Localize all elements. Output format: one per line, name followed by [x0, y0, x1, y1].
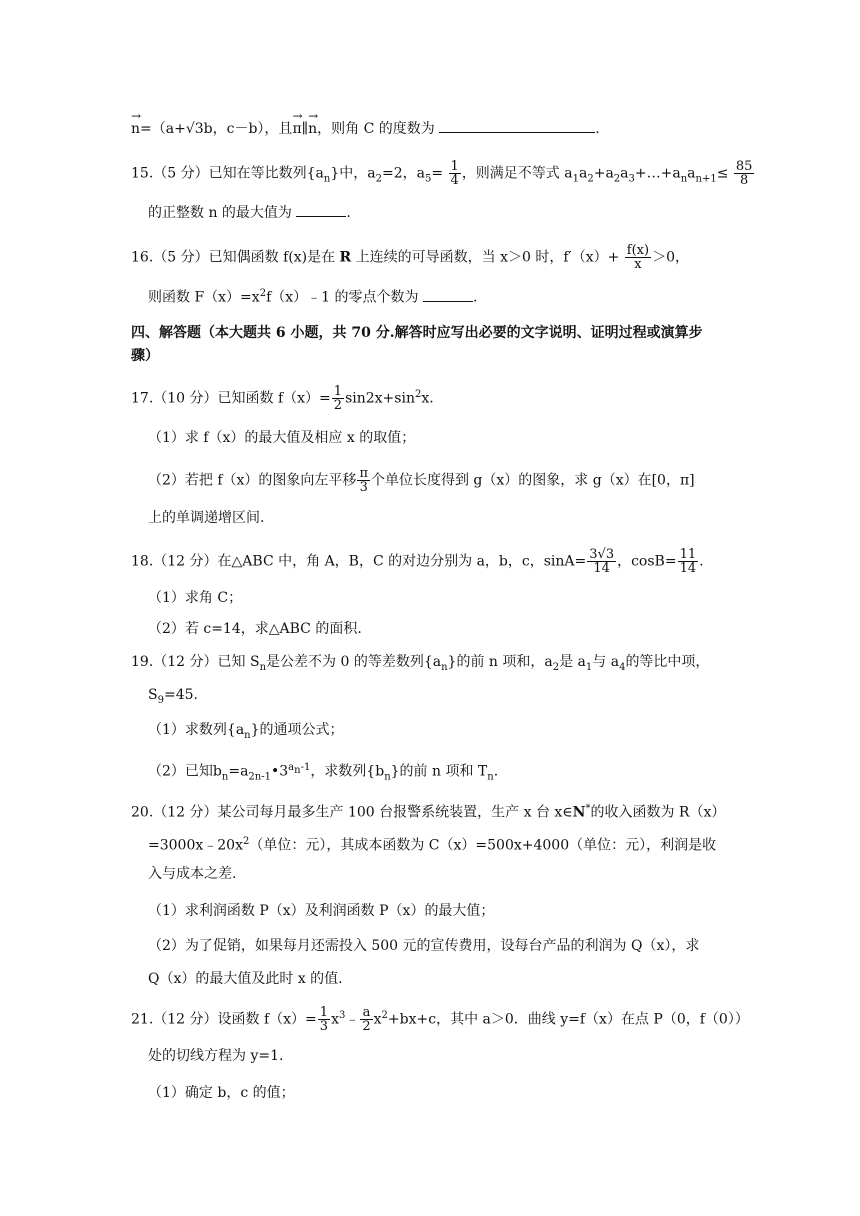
question-18-part1: （1）求角 C；: [148, 590, 243, 606]
vector-m: → π: [292, 119, 301, 139]
question-17-part2-line2: 上的单调递增区间.: [148, 510, 265, 526]
question-21-line2: 处的切线方程为 y=1.: [148, 1048, 284, 1064]
question-15: 15.（5 分）已知在等比数列$\{a_n\}$中，$a_2=2$，$a_5=$ $\frac{1}{4}$ ，则满足不等式 $a_1a_2+a_2a_3+\dots+a_na_{n+1}\le$ $\frac{85}{8}$: [131, 159, 753, 188]
answer-blank: [423, 287, 473, 302]
question-16-line2: 则函数 $F(x)=x^2f(x)﹣1$ 的零点个数为 .: [148, 288, 478, 306]
section-heading-line2: 骤）: [131, 348, 159, 364]
q14-tail: → n=（a+√3b，c－b），且→ π∥→ n，则角 C 的度数为 .: [131, 118, 600, 139]
fraction: $\frac{f(x)}{x}$: [626, 243, 650, 272]
section-heading: 四、解答题（本大题共 6 小题，共 70 分.解答时应写出必要的文字说明、证明过程或演算步: [131, 325, 703, 341]
answer-blank: [439, 118, 595, 133]
fraction: $\frac{1}{4}$: [450, 159, 459, 188]
question-17-part2: （2）若把 f（x）的图象向左平移 $\frac{\pi}{3}$ 个单位长度得到 g（x）的图象，求 g（x）在[0，π]: [148, 466, 695, 495]
question-19-line2: $S_9=45$.: [148, 687, 198, 706]
question-18-part2: （2）若 c=14，求△ABC 的面积.: [148, 621, 362, 637]
question-17-part1: （1）求 f（x）的最大值及相应 x 的取值；: [148, 430, 416, 446]
fraction: $\frac{85}{8}$: [735, 159, 753, 188]
question-18: 18.（12 分）在△ABC 中，角 A，B，C 的对边分别为 a，b，c，sinA= $\frac{3√3}{14}$ ，cosB= $\frac{11}{14}$ .: [131, 547, 704, 576]
question-17: 17.（10 分）已知函数 f（x）= $\frac{1}{2}$ $\sin 2x+\sin^2x$.: [131, 384, 434, 414]
question-20-line3: 入与成本之差.: [148, 866, 237, 882]
question-20-line2: $=3000x﹣20x^2$（单位：元），其成本函数为 C（x）=500x+4000（单位：元），利润是收: [148, 836, 717, 854]
question-16: 16.（5 分）已知偶函数 f(x)是在 R 上连续的可导函数，当 x＞0 时，f′（x）+ $\frac{f(x)}{x}$ ＞0，: [131, 243, 689, 272]
vector-n: → n: [131, 119, 140, 139]
question-20-part1: （1）求利润函数 P（x）及利润函数 P（x）的最大值；: [148, 903, 495, 919]
answer-blank: [296, 202, 346, 217]
question-19: 19.（12 分）已知 $S_n$是公差不为 0 的等差数列$\{a_n\}$的前 n 项和，$a_2$是 $a_1$与 $a_4$的等比中项，: [131, 654, 710, 673]
question-21-part1: （1）确定 b，c 的值；: [148, 1085, 295, 1101]
question-21: 21.（12 分）设函数 f（x）= $\frac{1}{3}$ $x^3﹣$ $\frac{a}{2}$ $x^2+bx+c$，其中 a＞0．曲线 y=f（x）在点 P（0，f（0））: [131, 1005, 749, 1035]
question-19-part1: （1）求数列$\{a_n\}$的通项公式；: [148, 722, 344, 741]
question-20: 20.（12 分）某公司每月最多生产 100 台报警系统装置，生产 x 台 x∈N*的收入函数为 R（x）: [131, 803, 726, 821]
question-20-part2-line2: Q（x）的最大值及此时 x 的值.: [148, 971, 343, 987]
question-19-part2: （2）已知$b_n=a_{2n-1}•3^{a_n-1}$，求数列$\{b_n\}$的前 n 项和 $T_n$.: [148, 762, 499, 783]
question-20-part2: （2）为了促销，如果每月还需投入 500 元的宣传费用，设每台产品的利润为 Q（x），求: [148, 938, 700, 954]
question-15-line2: 的正整数 n 的最大值为 .: [148, 202, 351, 223]
